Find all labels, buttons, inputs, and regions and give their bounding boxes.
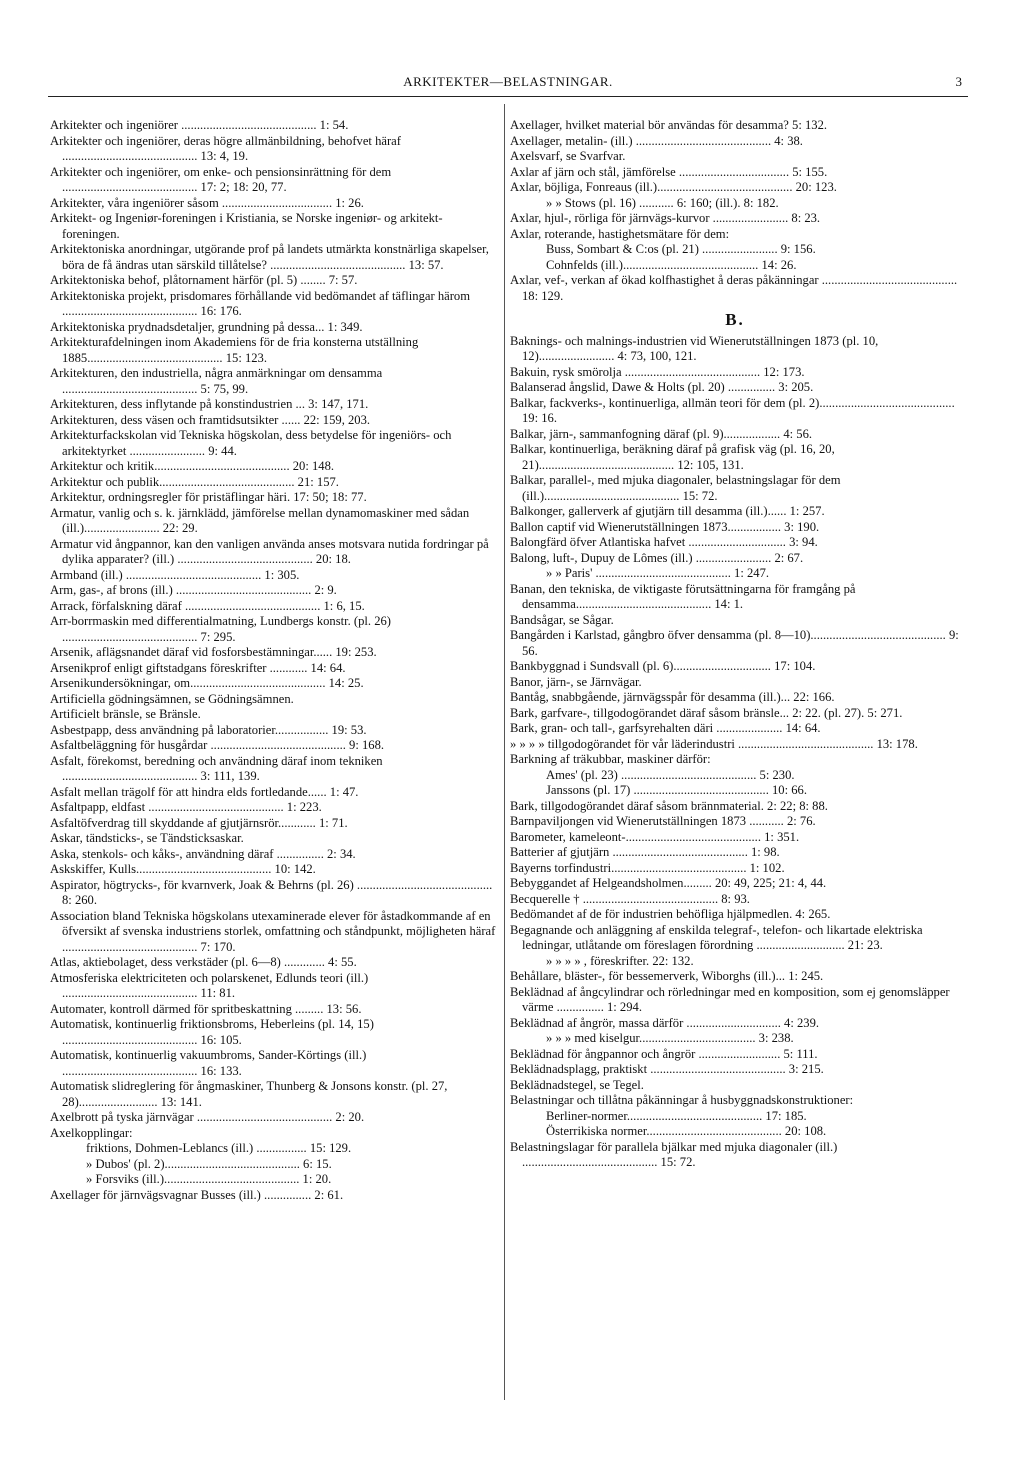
index-entry: Arsenikundersökningar, om........................................... 14: 25. xyxy=(50,676,364,690)
index-entry: Beklädnad af ångcylindrar och rörledningar med en komposition, som ej genomsläpper värme ............... 1: 294. xyxy=(510,984,950,1014)
index-subentry: Ames' (pl. 23) ........................................... 5: 230. xyxy=(546,767,795,782)
index-entry: Balkar, järn-, sammanfogning däraf (pl. 9).................. 4: 56. xyxy=(510,426,813,441)
index-subentry: Cohnfelds (ill.)........................................... 14: 26. xyxy=(546,257,797,272)
index-entry: Beklädnad af ångrör, massa därför .............................. 4: 239. xyxy=(510,1015,820,1030)
index-entry: Automater, kontroll därmed för spritbeskattning ......... 13: 56. xyxy=(50,1001,362,1016)
index-entry: Bankbyggnad i Sundsvall (pl. 6)............................... 17: 104. xyxy=(510,659,816,673)
index-entry: Arkitektur, ordningsregler för pristäflingar häri. 17: 50; 18: 77. xyxy=(50,490,367,504)
column-divider xyxy=(504,104,505,1400)
index-entry: Belastningar och tillåtna påkänningar å husbyggnadskonstruktioner: xyxy=(510,1093,854,1107)
index-entry: Arr-borrmaskin med differentialmatning, Lundbergs konstr. (pl. 26) ........................................... 7: 295. xyxy=(50,614,391,644)
index-entry: Banan, den tekniska, de viktigaste förutsättningarna för framgång på densamma........................................... 14: 1. xyxy=(510,581,856,611)
index-subentry: » » Stows (pl. 16) ........... 6: 160; (ill.). 8: 182. xyxy=(546,195,779,210)
index-entry: Aska, stenkols- och kåks-, användning däraf ............... 2: 34. xyxy=(50,846,356,861)
index-entry: Atlas, aktiebolaget, dess verkstäder (pl. 6—8) ............. 4: 55. xyxy=(50,955,357,969)
index-entry: Axellager för järnvägsvagnar Busses (ill.) ............... 2: 61. xyxy=(50,1187,344,1202)
index-entry: Artificielt bränsle, se Bränsle. xyxy=(50,707,201,721)
index-entry: Beklädnadsplagg, praktiskt ........................................... 3: 215. xyxy=(510,1062,824,1076)
index-entry: Arsenik, aflägsnandet däraf vid fosforsbestämningar...... 19: 253. xyxy=(50,645,377,659)
index-entry: Behållare, bläster-, för bessemerverk, Wiborghs (ill.)... 1: 245. xyxy=(510,969,824,983)
index-entry: Axellager, metalin- (ill.) ........................................... 4: 38. xyxy=(510,133,803,148)
index-subentry: » » » » , föreskrifter. 22: 132. xyxy=(546,953,694,968)
index-entry: Beklädnadstegel, se Tegel. xyxy=(510,1077,644,1092)
index-entry: Armatur vid ångpannor, kan den vanligen använda anses motsvara nutida fordringar på dylika apparater? (ill.) ........................................... 20: 18. xyxy=(50,536,489,566)
index-entry: Arkitekturen, dess inflytande på konstindustrien ... 3: 147, 171. xyxy=(50,397,369,411)
index-entry: Askskiffer, Kulls........................................... 10: 142. xyxy=(50,862,316,876)
index-entry: Axelkopplingar: xyxy=(50,1125,133,1140)
index-subentry: » » » med kiselgur..................................... 3: 238. xyxy=(546,1031,794,1045)
index-entry: Bakuin, rysk smörolja ........................................... 12: 173. xyxy=(510,364,805,379)
index-entry: Artificiella gödningsämnen, se Gödningsämnen. xyxy=(50,691,294,706)
index-entry: Balongfärd öfver Atlantiska hafvet ............................... 3: 94. xyxy=(510,535,818,549)
index-entry: Arkitekturfackskolan vid Tekniska högskolan, dess betydelse för ingeniörs- och arkitektyrket ........................ 9: 44. xyxy=(50,428,452,458)
index-subentry: » Dubos' (pl. 2)........................................... 6: 15. xyxy=(86,1156,332,1171)
index-entry: Atmosferiska elektriciteten och polarskenet, Edlunds teori (ill.) ........................................... 11: 81. xyxy=(50,970,369,1000)
index-entry: Bedömandet af de för industrien behöfliga hjälpmedlen. 4: 265. xyxy=(510,907,831,921)
index-entry: Asfaltöfverdrag till skyddande af gjutjärnsrör............ 1: 71. xyxy=(50,815,348,830)
index-subentry: Janssons (pl. 17) ........................................... 10: 66. xyxy=(546,783,807,797)
index-entry: Arkitektoniska projekt, prisdomares förhållande vid bedömandet af täflingar härom ........................................... 16: 176. xyxy=(50,288,471,318)
index-entry: Batterier af gjutjärn ........................................... 1: 98. xyxy=(510,845,780,859)
page-header xyxy=(48,74,968,94)
index-entry: Becquerelle † ........................................... 8: 93. xyxy=(510,891,750,906)
index-entry: Bark, garfvare-, tillgodogörandet däraf såsom bränsle... 2: 22. (pl. 27). 5: 271. xyxy=(510,705,903,720)
index-entry: Association bland Tekniska högskolans utexaminerade elever för åstadkommande af en öfversikt af svenska industriens storlek, omfattning och ståndpunkt, möjligheten häraf ........................................... 7: 170. xyxy=(50,908,496,954)
index-entry: Belastningslagar för parallela bjälkar med mjuka diagonaler (ill.) ........................................... 15: 72. xyxy=(510,1139,838,1169)
index-entry: Ballon captif vid Wienerutställningen 1873................. 3: 190. xyxy=(510,519,820,534)
index-entry: Barkning af träkubbar, maskiner därför: xyxy=(510,752,711,766)
index-subentry: » » Paris' ........................................... 1: 247. xyxy=(546,566,770,580)
index-entry: Balkonger, gallerverk af gjutjärn till desamma (ill.)...... 1: 257. xyxy=(510,504,825,518)
index-entry: Asfalt, förekomst, beredning och användning däraf inom tekniken ........................................... 3: 111, 139. xyxy=(50,753,383,783)
index-entry: Asbestpapp, dess användning på laboratorier................. 19: 53. xyxy=(50,722,367,737)
section-heading-b: B. xyxy=(725,310,745,329)
index-entry: Axlar af järn och stål, jämförelse ................................... 5: 155. xyxy=(510,164,828,179)
index-entry: Arkitektoniska anordningar, utgörande prof på landets utmärkta konstnärliga skapelser, böra de få ändras utan särskild tillåtelse? ........................................... 13: 57. xyxy=(50,242,489,272)
index-entry: Baknings- och malnings-industrien vid Wienerutställningen 1873 (pl. 10, 12)........................ 4: 73, 100, 121. xyxy=(510,333,879,363)
index-entry: Arkitekter och ingeniörer ........................................... 1: 54. xyxy=(50,118,349,132)
index-entry: Arkitekturen, dess väsen och framtidsutsikter ...... 22: 159, 203. xyxy=(50,412,371,427)
index-entry: Arkitekter, våra ingeniörer såsom ................................... 1: 26. xyxy=(50,195,364,210)
index-entry: Axlar, böjliga, Fonreaus (ill.)........................................... 20: 123. xyxy=(510,180,837,194)
index-entry: Asfaltbeläggning för husgårdar ........................................... 9: 168. xyxy=(50,738,385,752)
index-entry: Askar, tändsticks-, se Tändsticksaskar. xyxy=(50,831,244,845)
index-entry: Axlar, vef-, verkan af ökad kolfhastighet å deras påkänningar ........................................... 18: 129. xyxy=(510,273,958,303)
index-entry: Barnpaviljongen vid Wienerutställningen 1873 ........... 2: 76. xyxy=(510,814,816,828)
index-entry: Arsenikprof enligt giftstadgans föreskrifter ............ 14: 64. xyxy=(50,660,346,675)
index-entry: Arrack, förfalskning däraf ........................................... 1: 6, 15. xyxy=(50,598,365,613)
index-entry: Balanserad ångslid, Dawe & Holts (pl. 20) ............... 3: 205. xyxy=(510,380,814,394)
index-entry: Armband (ill.) ........................................... 1: 305. xyxy=(50,567,300,582)
index-subentry: Berliner-normer........................................... 17: 185. xyxy=(546,1108,807,1123)
index-entry: Arkitekturen, den industriella, några anmärkningar om densamma ........................................... 5: 75, 99. xyxy=(50,366,383,396)
index-entry: Axellager, hvilket material bör användas för desamma? 5: 132. xyxy=(510,118,828,132)
index-subentry: Österrikiska normer........................................... 20: 108. xyxy=(546,1124,827,1138)
index-entry: Barometer, kameleont-........................................... 1: 351. xyxy=(510,829,800,844)
index-entry: Bayerns torfindustri........................................... 1: 102. xyxy=(510,860,785,875)
index-entry: Automatisk, kontinuerlig vakuumbroms, Sander-Körtings (ill.) ........................................... 16: 133. xyxy=(50,1048,367,1078)
left-column xyxy=(50,118,498,1203)
index-entry: Armatur, vanlig och s. k. järnklädd, jämförelse mellan dynamomaskiner med sådan (ill.)........................ 22: 29. xyxy=(50,505,470,535)
index-entry: Balkar, fackverks-, kontinuerliga, allmän teori för dem (pl. 2)........................................... 19: 16. xyxy=(510,395,955,425)
index-entry: Bark, gran- och tall-, garfsyrehalten däri ..................... 14: 64. xyxy=(510,721,821,735)
index-entry: Axelbrott på tyska järnvägar ........................................... 2: 20. xyxy=(50,1110,365,1124)
index-entry: Balkar, kontinuerliga, beräkning däraf på grafisk väg (pl. 16, 20, 21)........................................... 12: 105, 131. xyxy=(510,442,835,472)
index-entry: Balong, luft-, Dupuy de Lômes (ill.) ........................ 2: 67. xyxy=(510,550,804,565)
index-entry: Begagnande och anläggning af enskilda telegraf-, telefon- och likartade elektriska ledningar, utlåtande om föreslagen förordning ............................ 21: 23. xyxy=(510,922,923,952)
index-entry: Arkitektoniska behof, plåtornament härför (pl. 5) ........ 7: 57. xyxy=(50,273,358,287)
index-entry: » » » » tillgodogörandet för vår läderindustri ........................................... 13: 178. xyxy=(510,736,918,751)
index-entry: Axlar, roterande, hastighetsmätare för dem: xyxy=(510,226,730,241)
index-entry: Bantåg, snabbgående, järnvägsspår för desamma (ill.)... 22: 166. xyxy=(510,690,835,704)
index-entry: Arkitekter och ingeniörer, om enke- och pensionsinrättning för dem ........................................... 17: 2; 18: 20, 77. xyxy=(50,164,392,194)
index-entry: Asfalt mellan trägolf för att hindra elds fortledande...... 1: 47. xyxy=(50,784,359,799)
index-entry: Balkar, parallel-, med mjuka diagonaler, belastningslagar för dem (ill.)........................................... 15: 72. xyxy=(510,473,841,503)
page-number: 3 xyxy=(955,74,962,89)
index-entry: Axlar, hjul-, rörliga för järnvägs-kurvor ........................ 8: 23. xyxy=(510,211,821,225)
index-entry: Arkitektur och publik........................................... 21: 157. xyxy=(50,474,339,489)
index-entry: Arkitekter och ingeniörer, deras högre allmänbildning, behofvet häraf ........................................... 13: 4, 19. xyxy=(50,133,401,163)
right-column xyxy=(510,118,960,1171)
index-subentry: Buss, Sombart & C:os (pl. 21) ........................ 9: 156. xyxy=(546,242,816,256)
index-entry: Beklädnad för ångpannor och ångrör .......................... 5: 111. xyxy=(510,1046,818,1061)
index-subentry: » Forsviks (ill.)........................................... 1: 20. xyxy=(86,1172,332,1186)
index-entry: Automatisk slidreglering för ångmaskiner, Thunberg & Jonsons konstr. (pl. 27, 28)......................... 13: 141. xyxy=(50,1079,448,1109)
index-entry: Banor, järn-, se Järnvägar. xyxy=(510,674,642,689)
index-entry: Automatisk, kontinuerlig friktionsbroms, Heberleins (pl. 14, 15) ........................................... 16: 105. xyxy=(50,1017,374,1047)
index-entry: Arkitektur och kritik........................................... 20: 148. xyxy=(50,459,335,473)
index-subentry: friktions, Dohmen-Leblancs (ill.) ................ 15: 129. xyxy=(86,1141,352,1155)
index-entry: Arkitekt- og Ingeniør-foreningen i Kristiania, se Norske ingeniør- og arkitekt-foreningen. xyxy=(50,211,443,241)
index-entry: Arm, gas-, af brons (ill.) ........................................... 2: 9. xyxy=(50,583,337,597)
index-entry: Axelsvarf, se Svarfvar. xyxy=(510,149,626,163)
index-entry: Bebyggandet af Helgeandsholmen......... 20: 49, 225; 21: 4, 44. xyxy=(510,876,827,890)
index-entry: Bangården i Karlstad, gångbro öfver densamma (pl. 8—10)........................................... 9: 56. xyxy=(510,628,959,658)
index-entry: Aspirator, högtrycks-, för kvarnverk, Joak & Behrns (pl. 26) ........................................... 8: 260. xyxy=(50,877,493,907)
index-entry: Arkitektoniska prydnadsdetaljer, grundning på dessa... 1: 349. xyxy=(50,319,363,334)
index-entry: Bark, tillgodogörandet däraf såsom brännmaterial. 2: 22; 8: 88. xyxy=(510,798,828,813)
index-entry: Arkitekturafdelningen inom Akademiens för de fria konsterna utställning 1885........................................... 15: 123. xyxy=(50,335,419,365)
index-entry: Asfaltpapp, eldfast ........................................... 1: 223. xyxy=(50,800,322,814)
index-entry: Bandsågar, se Sågar. xyxy=(510,612,614,627)
header-rule xyxy=(48,96,968,97)
running-title: ARKITEKTER—BELASTNINGAR. xyxy=(403,74,613,89)
